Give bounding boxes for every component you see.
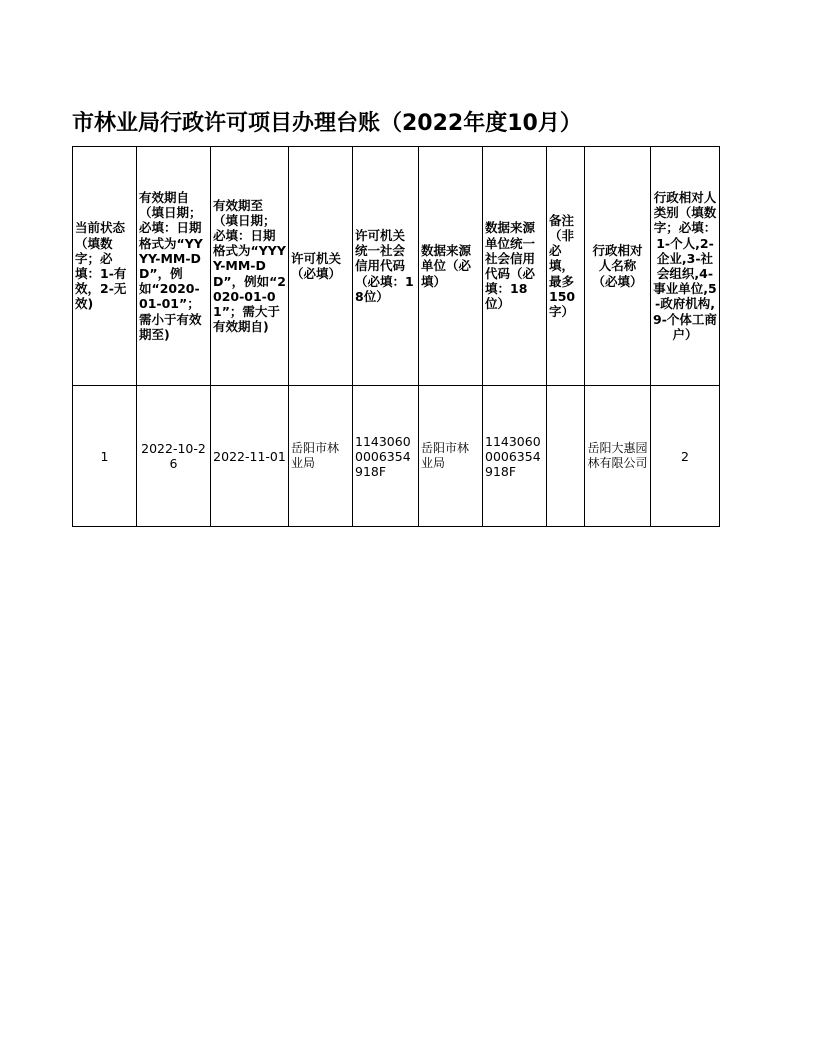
table-header-row <box>73 147 720 386</box>
cell-counterparty-name: 岳阳大惠园林有限公司 <box>585 386 651 527</box>
header-license-authority: 许可机关（必填） <box>289 147 353 386</box>
cell-authority-credit-code: 11430600006354918F <box>353 386 419 527</box>
header-valid-to: 有效期至（填日期；必填：日期格式为“YYYY-MM-DD”，例如“2020-01-01”；需大于有效期自) <box>211 147 289 386</box>
cell-license-authority: 岳阳市林业局 <box>289 386 353 527</box>
cell-status: 1 <box>73 386 137 527</box>
header-counterparty-type: 行政相对人类别（填数字；必填：1-个人,2-企业,3-社会组织,4-事业单位,5-政府机构,9-个体工商户） <box>651 147 720 386</box>
header-authority-credit-code: 许可机关统一社会信用代码（必填：18位） <box>353 147 419 386</box>
header-status: 当前状态（填数字；必填：1-有效，2-无效) <box>73 147 137 386</box>
ledger-table <box>72 146 720 527</box>
header-counterparty-name: 行政相对人名称（必填） <box>585 147 651 386</box>
cell-data-source-unit: 岳阳市林业局 <box>419 386 483 527</box>
cell-valid-from: 2022-10-26 <box>137 386 211 527</box>
header-data-source-unit: 数据来源单位（必填） <box>419 147 483 386</box>
cell-valid-to: 2022-11-01 <box>211 386 289 527</box>
cell-source-credit-code: 11430600006354918F <box>483 386 547 527</box>
page-title: 市林业局行政许可项目办理台账（2022年度10月） <box>72 111 582 136</box>
header-source-credit-code: 数据来源单位统一社会信用代码（必填：18位） <box>483 147 547 386</box>
header-remarks: 备注（非必填，最多150字） <box>547 147 585 386</box>
table-row <box>73 386 720 527</box>
cell-counterparty-type: 2 <box>651 386 720 527</box>
header-valid-from: 有效期自（填日期；必填：日期格式为“YYYY-MM-DD”，例如“2020-01-01”；需小于有效期至) <box>137 147 211 386</box>
cell-remarks <box>547 386 585 527</box>
